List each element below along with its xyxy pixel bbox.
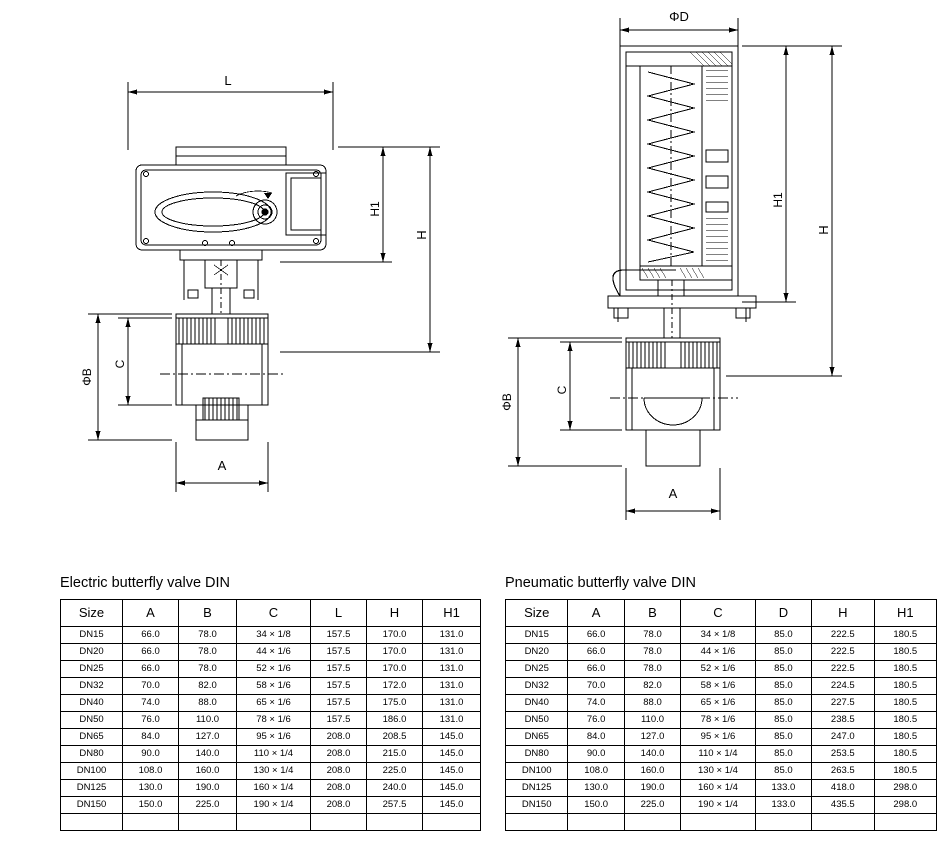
dimension-label-PhiB: ΦB bbox=[500, 393, 514, 411]
cell-value: 78 × 1/6 bbox=[237, 712, 311, 729]
dimension-PhiB bbox=[88, 314, 172, 440]
cell-value: 85.0 bbox=[755, 661, 811, 678]
cell-value: 131.0 bbox=[423, 678, 481, 695]
cell-value bbox=[568, 814, 624, 831]
cell-value: 131.0 bbox=[423, 661, 481, 678]
cell-value: 215.0 bbox=[367, 746, 423, 763]
column-header: Size bbox=[506, 600, 568, 627]
cell-value: 145.0 bbox=[423, 729, 481, 746]
table-row bbox=[506, 729, 937, 746]
cell-value: 240.0 bbox=[367, 780, 423, 797]
cell-value: 52 × 1/6 bbox=[237, 661, 311, 678]
cell-value: 85.0 bbox=[755, 729, 811, 746]
cell-value: 65 × 1/6 bbox=[681, 695, 756, 712]
cell-value: 58 × 1/6 bbox=[681, 678, 756, 695]
cell-value bbox=[874, 814, 936, 831]
table-row bbox=[61, 729, 481, 746]
pneumatic-table-block bbox=[505, 575, 937, 831]
cell-value: 85.0 bbox=[755, 746, 811, 763]
cell-value: 150.0 bbox=[568, 797, 624, 814]
cell-value: 78.0 bbox=[179, 627, 237, 644]
cell-value: 157.5 bbox=[311, 661, 367, 678]
cell-value: 131.0 bbox=[423, 712, 481, 729]
cell-value: 133.0 bbox=[755, 780, 811, 797]
cell-value: 82.0 bbox=[179, 678, 237, 695]
cell-value: 238.5 bbox=[812, 712, 874, 729]
table-row bbox=[61, 746, 481, 763]
pneumatic-actuator-body bbox=[620, 46, 738, 296]
cell-value: 208.0 bbox=[311, 746, 367, 763]
cell-value: 34 × 1/8 bbox=[237, 627, 311, 644]
cell-value: 160 × 1/4 bbox=[237, 780, 311, 797]
cell-value: 160.0 bbox=[624, 763, 680, 780]
cell-value bbox=[123, 814, 179, 831]
cell-value: 44 × 1/6 bbox=[237, 644, 311, 661]
cell-value: 157.5 bbox=[311, 644, 367, 661]
table-row bbox=[506, 644, 937, 661]
cell-size: DN25 bbox=[61, 661, 123, 678]
table-row bbox=[61, 695, 481, 712]
cell-value: 66.0 bbox=[123, 661, 179, 678]
cell-size: DN15 bbox=[61, 627, 123, 644]
pneumatic-table-title: Pneumatic butterfly valve DIN bbox=[505, 575, 696, 591]
dimension-label-C: C bbox=[113, 359, 127, 369]
column-header: H bbox=[812, 600, 874, 627]
cell-size: DN150 bbox=[506, 797, 568, 814]
cell-value: 140.0 bbox=[624, 746, 680, 763]
cell-value bbox=[624, 814, 680, 831]
table-header-row bbox=[61, 600, 481, 627]
table-row bbox=[506, 746, 937, 763]
cell-size: DN125 bbox=[61, 780, 123, 797]
cell-value: 180.5 bbox=[874, 695, 936, 712]
cell-value: 418.0 bbox=[812, 780, 874, 797]
cell-value: 224.5 bbox=[812, 678, 874, 695]
cell-value: 145.0 bbox=[423, 746, 481, 763]
cell-value: 225.0 bbox=[179, 797, 237, 814]
cell-value: 78.0 bbox=[179, 644, 237, 661]
cell-size: DN15 bbox=[506, 627, 568, 644]
cell-value: 263.5 bbox=[812, 763, 874, 780]
column-header: C bbox=[681, 600, 756, 627]
electric-spec-table bbox=[60, 599, 481, 831]
dimension-H bbox=[726, 46, 842, 376]
column-header: A bbox=[123, 600, 179, 627]
cell-value: 225.0 bbox=[624, 797, 680, 814]
table-row bbox=[506, 814, 937, 831]
table-row bbox=[61, 712, 481, 729]
dimension-label-A: A bbox=[668, 486, 678, 501]
cell-size: DN20 bbox=[506, 644, 568, 661]
column-header: Size bbox=[61, 600, 123, 627]
dimension-H1 bbox=[742, 46, 796, 302]
cell-value: 225.0 bbox=[367, 763, 423, 780]
cell-value: 108.0 bbox=[568, 763, 624, 780]
cell-size: DN125 bbox=[506, 780, 568, 797]
cell-value: 208.0 bbox=[311, 797, 367, 814]
cell-size: DN25 bbox=[506, 661, 568, 678]
dimension-PhiB bbox=[508, 338, 622, 466]
cell-value: 131.0 bbox=[423, 627, 481, 644]
dimension-label-H: H bbox=[414, 230, 429, 240]
cell-size: DN50 bbox=[61, 712, 123, 729]
column-header: B bbox=[624, 600, 680, 627]
cell-value: 110.0 bbox=[179, 712, 237, 729]
cell-value: 74.0 bbox=[123, 695, 179, 712]
cell-value: 82.0 bbox=[624, 678, 680, 695]
cell-value: 208.0 bbox=[311, 729, 367, 746]
valve-body bbox=[610, 338, 738, 466]
cell-value: 78.0 bbox=[624, 644, 680, 661]
cell-value: 170.0 bbox=[367, 627, 423, 644]
valve-body bbox=[160, 314, 286, 440]
cell-value bbox=[423, 814, 481, 831]
cell-value: 130.0 bbox=[568, 780, 624, 797]
cell-value bbox=[237, 814, 311, 831]
cell-value: 110 × 1/4 bbox=[681, 746, 756, 763]
cell-value: 85.0 bbox=[755, 763, 811, 780]
cell-size: DN65 bbox=[506, 729, 568, 746]
cell-value: 145.0 bbox=[423, 797, 481, 814]
cell-value: 78.0 bbox=[179, 661, 237, 678]
table-row bbox=[61, 780, 481, 797]
cell-value: 74.0 bbox=[568, 695, 624, 712]
cell-size: DN65 bbox=[61, 729, 123, 746]
cell-value: 127.0 bbox=[624, 729, 680, 746]
cell-value: 130 × 1/4 bbox=[237, 763, 311, 780]
cell-value: 253.5 bbox=[812, 746, 874, 763]
cell-value: 66.0 bbox=[123, 627, 179, 644]
dimension-label-H: H bbox=[816, 225, 831, 235]
cell-value: 131.0 bbox=[423, 644, 481, 661]
table-row bbox=[61, 814, 481, 831]
dimension-label-H1: H1 bbox=[771, 192, 785, 208]
cell-value bbox=[681, 814, 756, 831]
cell-value: 145.0 bbox=[423, 780, 481, 797]
cell-size: DN20 bbox=[61, 644, 123, 661]
table-row bbox=[506, 797, 937, 814]
column-header: L bbox=[311, 600, 367, 627]
cell-value: 85.0 bbox=[755, 644, 811, 661]
cell-value: 108.0 bbox=[123, 763, 179, 780]
cell-value: 110 × 1/4 bbox=[237, 746, 311, 763]
table-row bbox=[506, 695, 937, 712]
cell-value: 76.0 bbox=[568, 712, 624, 729]
cell-value: 160.0 bbox=[179, 763, 237, 780]
cell-value: 85.0 bbox=[755, 678, 811, 695]
table-row bbox=[506, 712, 937, 729]
cell-value: 157.5 bbox=[311, 678, 367, 695]
dimension-L bbox=[128, 82, 333, 150]
cell-size bbox=[61, 814, 123, 831]
cell-size: DN150 bbox=[61, 797, 123, 814]
cell-value bbox=[367, 814, 423, 831]
cell-value: 145.0 bbox=[423, 763, 481, 780]
cell-value: 190.0 bbox=[179, 780, 237, 797]
cell-value: 222.5 bbox=[812, 661, 874, 678]
cell-value: 435.5 bbox=[812, 797, 874, 814]
cell-size: DN40 bbox=[61, 695, 123, 712]
cell-value: 222.5 bbox=[812, 644, 874, 661]
cell-value: 150.0 bbox=[123, 797, 179, 814]
column-header: B bbox=[179, 600, 237, 627]
cell-value: 127.0 bbox=[179, 729, 237, 746]
cell-value: 110.0 bbox=[624, 712, 680, 729]
cell-value: 190.0 bbox=[624, 780, 680, 797]
cell-value: 180.5 bbox=[874, 627, 936, 644]
cell-size: DN100 bbox=[61, 763, 123, 780]
cell-size: DN80 bbox=[61, 746, 123, 763]
cell-value: 257.5 bbox=[367, 797, 423, 814]
pneumatic-spec-table bbox=[505, 599, 937, 831]
cell-size bbox=[506, 814, 568, 831]
cell-value bbox=[812, 814, 874, 831]
cell-value: 85.0 bbox=[755, 712, 811, 729]
table-row bbox=[61, 678, 481, 695]
column-header: D bbox=[755, 600, 811, 627]
table-row bbox=[506, 780, 937, 797]
cell-value: 58 × 1/6 bbox=[237, 678, 311, 695]
cell-value: 157.5 bbox=[311, 712, 367, 729]
cell-value: 208.0 bbox=[311, 780, 367, 797]
valve-bracket bbox=[180, 250, 262, 314]
cell-value: 208.0 bbox=[311, 763, 367, 780]
table-row bbox=[61, 644, 481, 661]
table-row bbox=[61, 797, 481, 814]
cell-size: DN50 bbox=[506, 712, 568, 729]
dimension-label-C: C bbox=[555, 385, 569, 395]
column-header: C bbox=[237, 600, 311, 627]
column-header: A bbox=[568, 600, 624, 627]
cell-value: 180.5 bbox=[874, 746, 936, 763]
cell-value: 190 × 1/4 bbox=[681, 797, 756, 814]
cell-value: 247.0 bbox=[812, 729, 874, 746]
cell-value: 76.0 bbox=[123, 712, 179, 729]
dimension-label-PhiD: ΦD bbox=[669, 9, 689, 24]
cell-value: 90.0 bbox=[123, 746, 179, 763]
electric-butterfly-valve-drawing bbox=[0, 0, 490, 565]
cell-value: 208.5 bbox=[367, 729, 423, 746]
electric-table-title: Electric butterfly valve DIN bbox=[60, 575, 231, 591]
cell-value: 131.0 bbox=[423, 695, 481, 712]
cell-value: 172.0 bbox=[367, 678, 423, 695]
table-row bbox=[506, 678, 937, 695]
table-row bbox=[506, 627, 937, 644]
table-row bbox=[61, 763, 481, 780]
cell-size: DN32 bbox=[506, 678, 568, 695]
cell-value: 84.0 bbox=[123, 729, 179, 746]
column-header: H1 bbox=[423, 600, 481, 627]
cell-value: 157.5 bbox=[311, 627, 367, 644]
cell-value: 66.0 bbox=[568, 644, 624, 661]
cell-value: 140.0 bbox=[179, 746, 237, 763]
cell-value: 298.0 bbox=[874, 797, 936, 814]
cell-value: 66.0 bbox=[123, 644, 179, 661]
cell-value: 70.0 bbox=[123, 678, 179, 695]
cell-value: 85.0 bbox=[755, 695, 811, 712]
cell-value: 186.0 bbox=[367, 712, 423, 729]
cell-value bbox=[311, 814, 367, 831]
cell-value: 180.5 bbox=[874, 763, 936, 780]
cell-value: 298.0 bbox=[874, 780, 936, 797]
cell-value: 95 × 1/6 bbox=[237, 729, 311, 746]
cell-value: 180.5 bbox=[874, 729, 936, 746]
cell-value: 84.0 bbox=[568, 729, 624, 746]
cell-value: 52 × 1/6 bbox=[681, 661, 756, 678]
cell-value: 190 × 1/4 bbox=[237, 797, 311, 814]
electric-table-block bbox=[60, 575, 470, 831]
cell-value: 66.0 bbox=[568, 661, 624, 678]
cell-size: DN32 bbox=[61, 678, 123, 695]
cell-value: 180.5 bbox=[874, 678, 936, 695]
pneumatic-butterfly-valve-drawing bbox=[490, 0, 949, 565]
column-header: H1 bbox=[874, 600, 936, 627]
electric-actuator-body bbox=[136, 147, 326, 250]
cell-value bbox=[179, 814, 237, 831]
valve-bracket bbox=[608, 270, 756, 338]
cell-value: 170.0 bbox=[367, 661, 423, 678]
cell-value: 180.5 bbox=[874, 712, 936, 729]
cell-value: 95 × 1/6 bbox=[681, 729, 756, 746]
cell-value: 88.0 bbox=[624, 695, 680, 712]
column-header: H bbox=[367, 600, 423, 627]
cell-size: DN100 bbox=[506, 763, 568, 780]
cell-value: 130 × 1/4 bbox=[681, 763, 756, 780]
cell-value: 157.5 bbox=[311, 695, 367, 712]
cell-value: 170.0 bbox=[367, 644, 423, 661]
cell-value: 66.0 bbox=[568, 627, 624, 644]
cell-value: 44 × 1/6 bbox=[681, 644, 756, 661]
dimension-label-A: A bbox=[217, 458, 227, 473]
dimension-C bbox=[560, 342, 622, 430]
cell-value: 88.0 bbox=[179, 695, 237, 712]
cell-value: 85.0 bbox=[755, 627, 811, 644]
cell-value: 90.0 bbox=[568, 746, 624, 763]
table-row bbox=[506, 661, 937, 678]
table-row bbox=[506, 763, 937, 780]
dimension-label-L: L bbox=[224, 73, 232, 88]
dimension-label-PhiB: ΦB bbox=[80, 368, 94, 386]
dimension-label-H1: H1 bbox=[368, 201, 382, 217]
cell-size: DN80 bbox=[506, 746, 568, 763]
cell-value: 78.0 bbox=[624, 627, 680, 644]
cell-value: 34 × 1/8 bbox=[681, 627, 756, 644]
cell-value: 160 × 1/4 bbox=[681, 780, 756, 797]
cell-value: 222.5 bbox=[812, 627, 874, 644]
cell-value: 180.5 bbox=[874, 644, 936, 661]
table-row bbox=[61, 661, 481, 678]
cell-value: 65 × 1/6 bbox=[237, 695, 311, 712]
cell-value: 70.0 bbox=[568, 678, 624, 695]
cell-value: 78 × 1/6 bbox=[681, 712, 756, 729]
cell-value: 130.0 bbox=[123, 780, 179, 797]
cell-value: 175.0 bbox=[367, 695, 423, 712]
cell-value bbox=[755, 814, 811, 831]
cell-value: 133.0 bbox=[755, 797, 811, 814]
cell-size: DN40 bbox=[506, 695, 568, 712]
cell-value: 180.5 bbox=[874, 661, 936, 678]
cell-value: 227.5 bbox=[812, 695, 874, 712]
table-row bbox=[61, 627, 481, 644]
table-header-row bbox=[506, 600, 937, 627]
cell-value: 78.0 bbox=[624, 661, 680, 678]
